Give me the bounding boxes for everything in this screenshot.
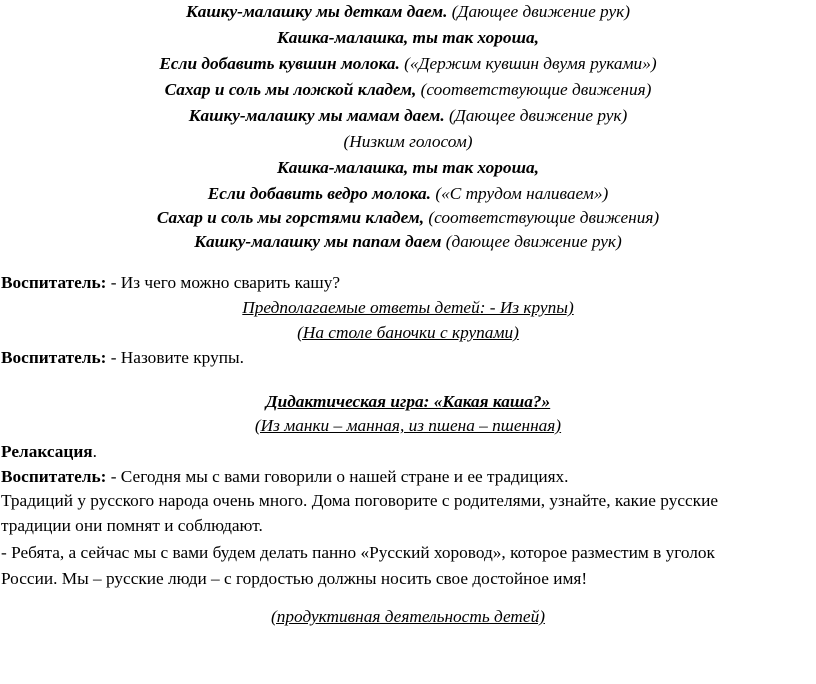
song-stage-direction: (дающее движение рук): [441, 232, 622, 251]
speech-text: - Сегодня мы с вами говорили о нашей стране и ее традициях.: [106, 467, 569, 486]
paragraph-text: России. Мы – русские люди – с гордостью должны носить свое достойное имя!: [1, 569, 588, 588]
table-note-text: (На столе баночки с крупами): [297, 323, 519, 342]
song-lyric: Кашку-малашку мы мамам даем.: [188, 106, 445, 125]
game-note-text: (Из манки – манная, из пшена – пшенная): [254, 416, 562, 435]
relaxation-dot: .: [92, 442, 97, 461]
song-lyric: Сахар и соль мы ложкой кладем,: [164, 80, 417, 99]
paragraph-text: - Ребята, а сейчас мы с вами будем делать панно «Русский хоровод», которое разместим в уголок: [1, 543, 715, 562]
song-lyric: Если добавить кувшин молока.: [159, 54, 400, 73]
relaxation-heading: [0, 440, 816, 464]
song-stage-direction: (Дающее движение рук): [444, 106, 628, 125]
game-title-text: Дидактическая игра: «Какая каша?»: [265, 392, 551, 411]
song-line-7: [0, 156, 816, 180]
speech-text: - Из чего можно сварить кашу?: [106, 273, 341, 292]
song-lyric: Если добавить ведро молока.: [207, 184, 431, 203]
song-line-10: [0, 230, 816, 254]
song-line-8: [0, 182, 816, 206]
song-line-3: [0, 52, 816, 76]
teacher-statement-3: [0, 465, 816, 489]
song-lyric: Кашка-малашка, ты так хороша,: [277, 28, 539, 47]
song-stage-direction: («Держим кувшин двумя руками»): [399, 54, 657, 73]
song-lyric: Кашка-малашка, ты так хороша,: [277, 158, 539, 177]
teacher-question-2: [0, 346, 816, 370]
song-lyric: Сахар и соль мы горстями кладем,: [156, 208, 425, 227]
paragraph-2-line-2: [0, 567, 816, 591]
teacher-question-1: [0, 271, 816, 295]
paragraph-text: Традиций у русского народа очень много. Дома поговорите с родителями, узнайте, какие русские: [1, 491, 718, 510]
song-stage-direction: (Низким голосом): [343, 132, 473, 151]
song-line-9: [0, 206, 816, 230]
song-line-4: [0, 78, 816, 102]
game-note: [0, 414, 816, 438]
song-stage-direction: (соответствующие движения): [416, 80, 652, 99]
speaker-label: Воспитатель:: [1, 467, 107, 486]
speech-text: - Назовите крупы.: [106, 348, 244, 367]
relaxation-label: Релаксация: [1, 442, 93, 461]
song-lyric: Кашку-малашку мы деткам даем.: [186, 2, 448, 21]
game-title: [0, 390, 816, 414]
activity-note-text: (продуктивная деятельность детей): [271, 607, 545, 626]
song-stage-direction: (Дающее движение рук): [447, 2, 630, 21]
song-stage-direction: (соответствующие движения): [424, 208, 660, 227]
table-note: [0, 321, 816, 345]
song-line-1: [0, 0, 816, 24]
song-line-2: [0, 26, 816, 50]
paragraph-1-line-1: [0, 489, 816, 513]
expected-answers: [0, 296, 816, 320]
song-line-5: [0, 104, 816, 128]
song-lyric: Кашку-малашку мы папам даем: [194, 232, 442, 251]
song-line-6: [0, 130, 816, 154]
paragraph-text: традиции они помнят и соблюдают.: [1, 516, 263, 535]
paragraph-2-line-1: [0, 541, 816, 565]
expected-answers-text: Предполагаемые ответы детей: - Из крупы): [242, 298, 574, 317]
paragraph-1-line-2: [0, 514, 816, 538]
speaker-label: Воспитатель:: [1, 273, 107, 292]
song-stage-direction: («С трудом наливаем»): [431, 184, 609, 203]
activity-note: [0, 605, 816, 629]
speaker-label: Воспитатель:: [1, 348, 107, 367]
